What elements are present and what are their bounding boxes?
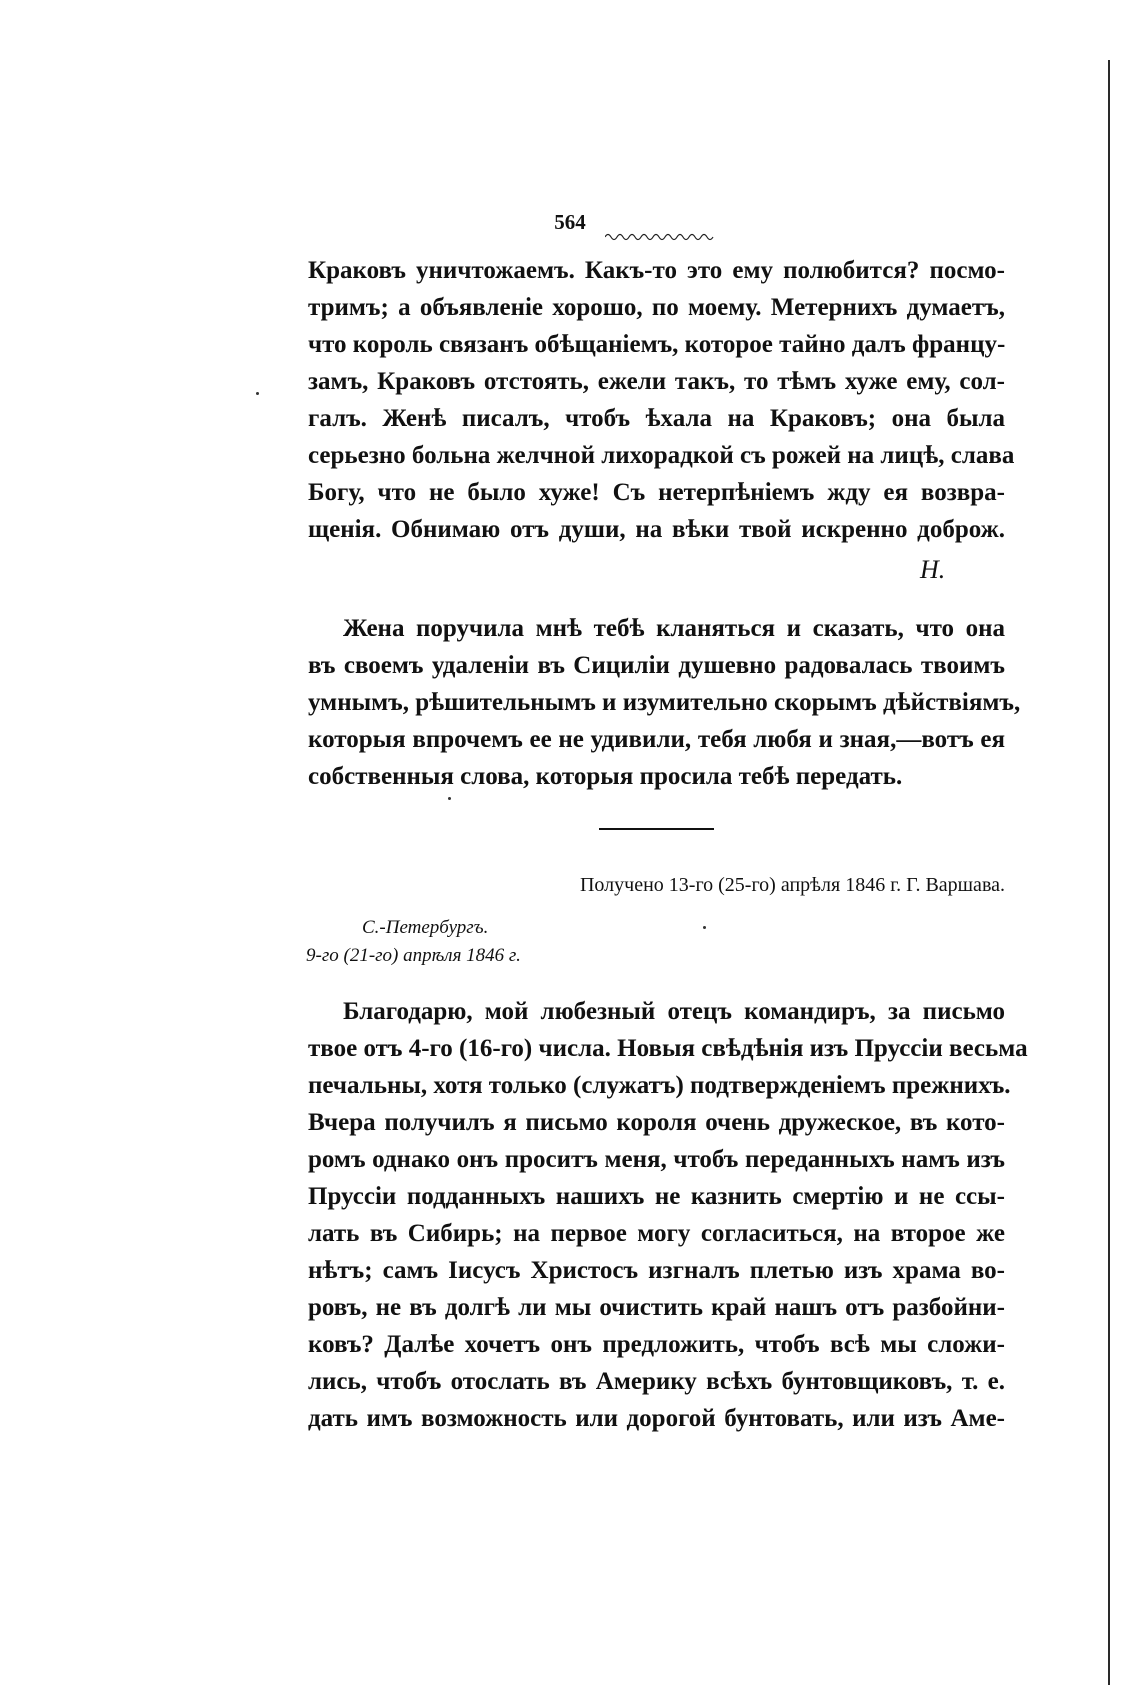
text-line: Пруссіи подданныхъ нашихъ не казнить смертію и не ссы- (308, 1183, 1005, 1210)
scan-speck (703, 926, 706, 929)
letter-date: 9-го (21-го) апрѣля 1846 г. (306, 945, 521, 966)
text-line: галъ. Женѣ писалъ, чтобъ ѣхала на Краковъ; она была (308, 405, 1005, 432)
text-line: Благодарю, мой любезный отецъ командиръ, за письмо (343, 998, 1005, 1025)
text-line: лись, чтобъ отослать въ Америку всѣхъ бунтовщиковъ, т. е. (308, 1368, 1005, 1395)
scan-speck (448, 797, 451, 800)
text-line: Жена поручила мнѣ тебѣ кланяться и сказать, что она (343, 615, 1005, 642)
text-line: печальны, хотя только (служатъ) подтвержденіемъ прежнихъ. (308, 1072, 1011, 1099)
text-line: твое отъ 4-го (16-го) числа. Новыя свѣдѣнія изъ Пруссіи весьма (308, 1035, 1028, 1062)
page-number-ornament (605, 232, 715, 242)
text-line: тримъ; а объявленіе хорошо, по моему. Метернихъ думаетъ, (308, 294, 1005, 321)
text-line: ковъ? Далѣе хочетъ онъ предложить, чтобъ всѣ мы сложи- (308, 1331, 1005, 1358)
text-line: которыя впрочемъ ее не удивили, тебя любя и зная,—вотъ ея (308, 726, 1005, 753)
signature: Н. (920, 555, 946, 584)
text-line: ровъ, не въ долгѣ ли мы очистить край нашъ отъ разбойни- (308, 1294, 1005, 1321)
text-line: замъ, Краковъ отстоять, ежели такъ, то тѣмъ хуже ему, сол- (308, 368, 1005, 395)
text-line: въ своемъ удаленіи въ Сициліи душевно радовалась твоимъ (308, 652, 1005, 679)
letter-place: С.-Петербургъ. (362, 917, 489, 938)
text-line: ромъ однако онъ проситъ меня, чтобъ переданныхъ намъ изъ (308, 1146, 1005, 1173)
letter-2-body (308, 993, 1028, 1437)
text-line: собственныя слова, которыя просила тебѣ передать. (308, 763, 903, 790)
letter-1-body (308, 252, 1015, 548)
section-divider (599, 828, 714, 830)
text-line: Богу, что не было хуже! Съ нетерпѣніемъ жду ея возвра- (308, 479, 1005, 506)
page-number: 564 (554, 210, 586, 234)
text-line: Краковъ уничтожаемъ. Какъ-то это ему полюбится? посмо- (308, 257, 1005, 284)
received-note: Получено 13-го (25-го) апрѣля 1846 г. Г. Варшава. (579, 874, 1005, 896)
text-line: умнымъ, рѣшительнымъ и изумительно скорымъ дѣйствіямъ, (308, 689, 1021, 716)
postscript-body (308, 610, 1021, 795)
scan-speck (256, 392, 259, 395)
text-line: серьезно больна желчной лихорадкой съ рожей на лицѣ, слава (308, 442, 1015, 469)
text-line: щенія. Обнимаю отъ души, на вѣки твой искренно доброж. (308, 516, 1005, 543)
scan-edge-line (1108, 60, 1110, 1685)
text-line: лать въ Сибирь; на первое могу согласиться, на второе же (308, 1220, 1005, 1247)
text-line: Вчера получилъ я письмо короля очень дружеское, въ кото- (308, 1109, 1005, 1136)
text-line: дать имъ возможность или дорогой бунтовать, или изъ Аме- (308, 1405, 1005, 1432)
text-line: нѣтъ; самъ Іисусъ Христосъ изгналъ плетью изъ храма во- (308, 1257, 1005, 1284)
text-line: что король связанъ обѣщаніемъ, которое тайно далъ францу- (308, 331, 1006, 358)
